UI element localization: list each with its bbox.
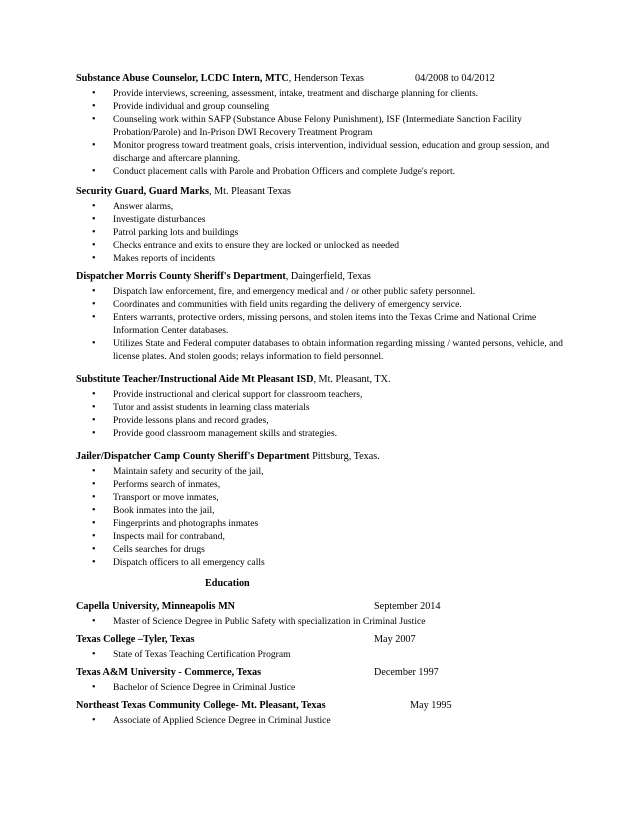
job-location: , Henderson Texas xyxy=(288,73,364,84)
list-item: • Conduct placement calls with Parole and Probation Officers and complete Judge's report. xyxy=(76,165,576,178)
education-heading: Education xyxy=(205,578,250,589)
school-name: Northeast Texas Community College- Mt. Pleasant, Texas xyxy=(76,700,326,711)
list-item: • Fingerprints and photographs inmates xyxy=(76,517,576,530)
duties-list xyxy=(76,285,576,363)
duties-list xyxy=(76,465,576,569)
list-item: • Counseling work within SAFP (Substance Abuse Felony Punishment), ISF (Intermediate Sanction Facility Probation/Parole) and In-Prison DWI Recovery Treatment Program xyxy=(76,113,576,139)
education-date: May 1995 xyxy=(410,700,452,711)
education-entry-texas-am xyxy=(76,666,576,694)
job-location: Pittsburg, Texas. xyxy=(309,451,380,462)
job-title: Substance Abuse Counselor, LCDC Intern, MTC xyxy=(76,73,289,84)
list-item: • Cells searches for drugs xyxy=(76,543,576,556)
list-item: • Coordinates and communities with field units regarding the delivery of emergency service. xyxy=(76,298,576,311)
entry-heading xyxy=(76,270,576,283)
experience-entry-teacher xyxy=(76,373,576,440)
education-date: September 2014 xyxy=(374,601,441,612)
list-item: • Book inmates into the jail, xyxy=(76,504,576,517)
list-item: • Inspects mail for contraband, xyxy=(76,530,576,543)
degree-list xyxy=(76,714,576,727)
list-item: • Associate of Applied Science Degree in Criminal Justice xyxy=(76,714,576,727)
entry-heading xyxy=(76,72,576,85)
list-item: • State of Texas Teaching Certification Program xyxy=(76,648,576,661)
entry-heading xyxy=(76,699,576,712)
entry-heading xyxy=(76,633,576,646)
job-location: , Mt. Pleasant, TX. xyxy=(313,374,391,385)
list-item: • Performs search of inmates, xyxy=(76,478,576,491)
school-name: Texas College –Tyler, Texas xyxy=(76,634,195,645)
list-item: • Answer alarms, xyxy=(76,200,576,213)
list-item: • Enters warrants, protective orders, missing persons, and stolen items into the Texas Crime and National Crime Information Center databases. xyxy=(76,311,576,337)
list-item: • Investigate disturbances xyxy=(76,213,576,226)
list-item: • Provide interviews, screening, assessment, intake, treatment and discharge planning for clients. xyxy=(76,87,576,100)
education-date: May 2007 xyxy=(374,634,416,645)
degree-list xyxy=(76,681,576,694)
degree-list xyxy=(76,615,576,628)
list-item: • Bachelor of Science Degree in Criminal Justice xyxy=(76,681,576,694)
list-item: • Patrol parking lots and buildings xyxy=(76,226,576,239)
duties-list xyxy=(76,388,576,440)
job-title: Security Guard, Guard Marks xyxy=(76,186,210,197)
experience-entry-dispatcher-morris xyxy=(76,270,576,363)
entry-heading xyxy=(76,666,576,679)
list-item: • Provide instructional and clerical support for classroom teachers, xyxy=(76,388,576,401)
entry-heading xyxy=(76,185,576,198)
list-item: • Checks entrance and exits to ensure they are locked or unlocked as needed xyxy=(76,239,576,252)
entry-heading xyxy=(76,450,576,463)
list-item: • Tutor and assist students in learning class materials xyxy=(76,401,576,414)
entry-heading xyxy=(76,600,576,613)
job-title: Jailer/Dispatcher Camp County Sheriff's Department xyxy=(76,451,310,462)
list-item: • Monitor progress toward treatment goals, crisis intervention, individual session, education and group session, and discharge and aftercare planning. xyxy=(76,139,576,165)
school-name: Capella University, Minneapolis MN xyxy=(76,601,236,612)
list-item: • Makes reports of incidents xyxy=(76,252,576,265)
experience-entry-security xyxy=(76,185,576,265)
job-date: 04/2008 to 04/2012 xyxy=(415,73,495,84)
job-location: , Daingerfield, Texas xyxy=(285,271,371,282)
education-entry-capella xyxy=(76,600,576,628)
list-item: • Utilizes State and Federal computer databases to obtain information regarding missing / wanted persons, vehicle, and license plates. And stolen goods; relays information to field personnel. xyxy=(76,337,576,363)
list-item: • Transport or move inmates, xyxy=(76,491,576,504)
list-item: • Provide individual and group counseling xyxy=(76,100,576,113)
list-item: • Provide lessons plans and record grades, xyxy=(76,414,576,427)
education-date: December 1997 xyxy=(374,667,439,678)
list-item: • Provide good classroom management skills and strategies. xyxy=(76,427,576,440)
list-item: • Maintain safety and security of the jail, xyxy=(76,465,576,478)
school-name: Texas A&M University - Commerce, Texas xyxy=(76,667,262,678)
list-item: • Dispatch officers to all emergency calls xyxy=(76,556,576,569)
education-entry-ntcc xyxy=(76,699,576,727)
list-item: • Master of Science Degree in Public Safety with specialization in Criminal Justice xyxy=(76,615,576,628)
job-location: , Mt. Pleasant Texas xyxy=(209,186,292,197)
job-title: Substitute Teacher/Instructional Aide Mt Pleasant ISD xyxy=(76,374,314,385)
education-entry-texas-college xyxy=(76,633,576,661)
list-item: • Dispatch law enforcement, fire, and emergency medical and / or other public safety personnel. xyxy=(76,285,576,298)
experience-entry-counselor xyxy=(76,72,576,178)
duties-list xyxy=(76,200,576,265)
job-title: Dispatcher Morris County Sheriff's Department xyxy=(76,271,286,282)
experience-entry-jailer xyxy=(76,450,576,569)
degree-list xyxy=(76,648,576,661)
entry-heading xyxy=(76,373,576,386)
duties-list xyxy=(76,87,576,178)
